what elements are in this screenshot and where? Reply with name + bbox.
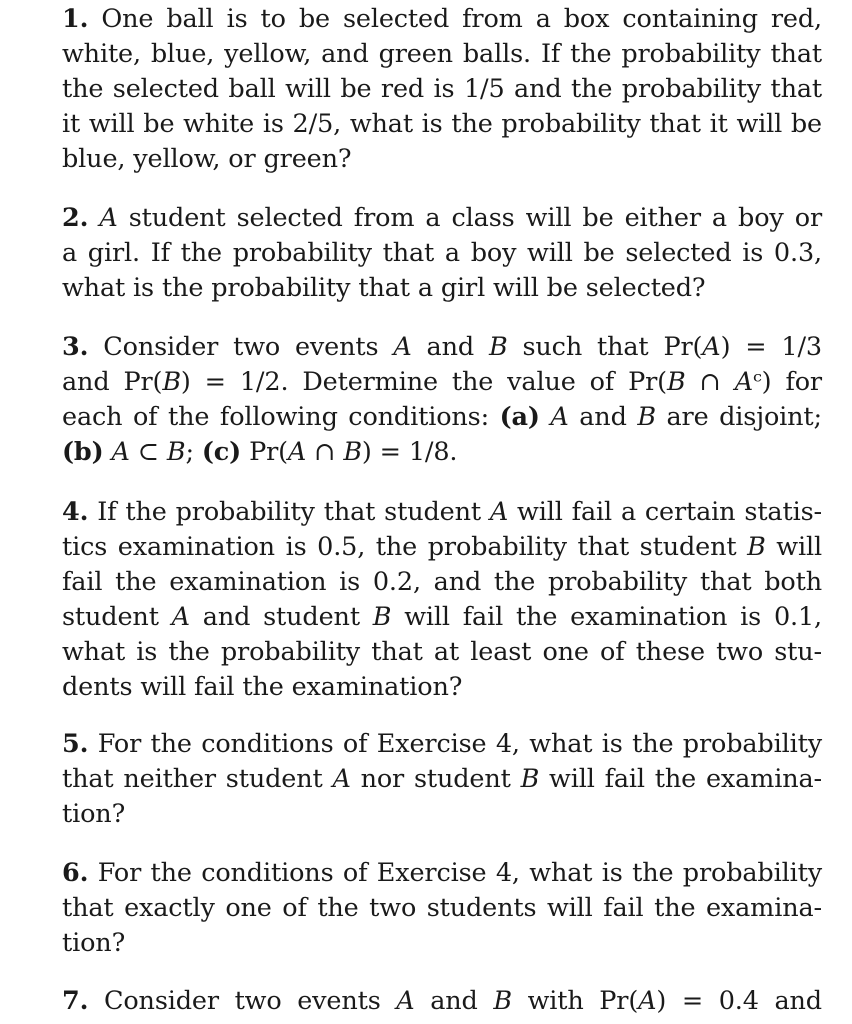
exercise-6-line-1 [62, 856, 822, 891]
exercise-2 [62, 201, 822, 306]
exercise-1-line-4: it will be white is 2/5, what is the probability that it will be [62, 109, 822, 139]
exercise-5-line-2: that neither student A nor student B will fail the examina- [62, 764, 823, 794]
exercise-text: A and B are disjoint; [550, 402, 822, 432]
exercise-6-line-3: tion? [62, 928, 126, 958]
exercise-1 [62, 2, 822, 177]
exercise-1-line-2: white, blue, yellow, and green balls. If the probability that [62, 39, 822, 69]
exercise-number: 4. [62, 497, 89, 527]
exercise-1-line-3: the selected ball will be red is 1/5 and the probability that [62, 74, 822, 104]
exercise-text: Consider two events A and B such that Pr(A) = 1/3 [103, 332, 822, 362]
exercise-text: One ball is to be selected from a box containing red, [101, 4, 822, 34]
exercise-2-line-1 [62, 201, 822, 236]
exercise-3-line-1 [62, 330, 822, 365]
exercise-4 [62, 495, 822, 705]
exercise-1-line-1 [62, 2, 822, 37]
exercise-3-line-3 [62, 400, 822, 435]
exercise-2-line-3: what is the probability that a girl will be selected? [62, 273, 706, 303]
exercise-text: For the conditions of Exercise 4, what is the probability [97, 858, 822, 888]
exercise-6 [62, 856, 822, 961]
exercise-text: A ⊂ B; [111, 437, 202, 467]
exercise-1-line-5: blue, yellow, or green? [62, 144, 352, 174]
exercise-text: each of the following conditions: [62, 402, 500, 432]
exercise-4-line-5: what is the probability that at least one of these two stu- [62, 637, 822, 667]
part-c-label: (c) [201, 437, 242, 467]
exercise-3-line-4 [62, 435, 822, 470]
exercise-number: 7. [62, 986, 89, 1016]
exercise-5 [62, 727, 822, 832]
exercise-text: If the probability that student A will fail a certain statis- [97, 497, 822, 527]
exercise-7 [62, 984, 822, 1019]
exercise-text: For the conditions of Exercise 4, what is the probability [97, 729, 822, 759]
exercise-number: 6. [62, 858, 89, 888]
exercise-text: A student selected from a class will be either a boy or [99, 203, 822, 233]
exercise-5-line-1 [62, 727, 822, 762]
exercise-text: Consider two events A and B with Pr(A) = 0.4 and [103, 986, 822, 1016]
exercise-number: 2. [62, 203, 89, 233]
exercise-5-line-3: tion? [62, 799, 126, 829]
exercise-7-line-1 [62, 984, 822, 1019]
exercise-4-line-2: tics examination is 0.5, the probability that student B will [62, 532, 822, 562]
exercise-4-line-1 [62, 495, 822, 530]
part-b-label: (b) [62, 437, 104, 467]
exercise-text: Pr(A ∩ B) = 1/8. [241, 437, 458, 467]
exercise-6-line-2: that exactly one of the two students will fail the examina- [62, 893, 822, 923]
exercise-number: 5. [62, 729, 89, 759]
exercise-3-line-2: and Pr(B) = 1/2. Determine the value of Pr(B ∩ Aᶜ) for [62, 367, 822, 397]
exercise-4-line-6: dents will fail the examination? [62, 672, 463, 702]
exercise-2-line-2: a girl. If the probability that a boy will be selected is 0.3, [62, 238, 822, 268]
exercise-number: 1. [62, 4, 89, 34]
exercise-4-line-4: student A and student B will fail the examination is 0.1, [62, 602, 823, 632]
exercise-number: 3. [62, 332, 89, 362]
exercise-4-line-3: fail the examination is 0.2, and the probability that both [62, 567, 822, 597]
part-a-label: (a) [499, 402, 540, 432]
exercise-3 [62, 330, 822, 470]
